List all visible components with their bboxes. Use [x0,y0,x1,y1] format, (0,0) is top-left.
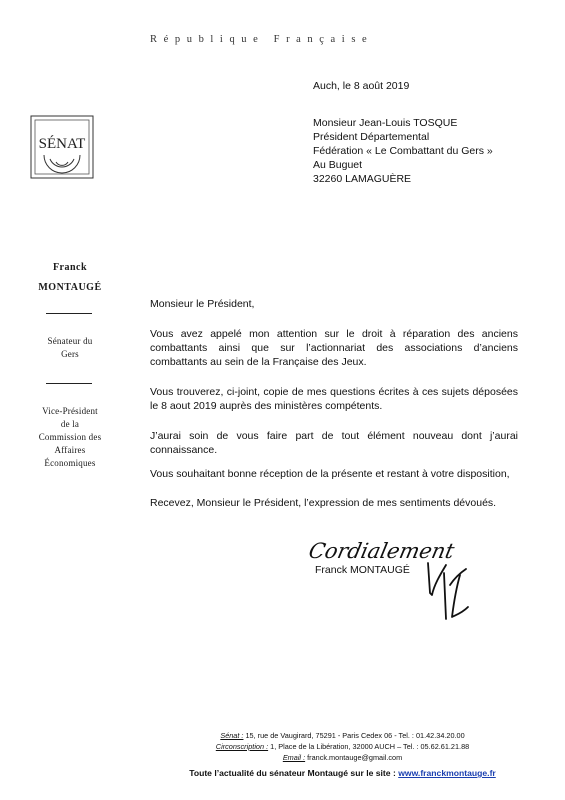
footer-email: Email : franck.montauge@gmail.com [282,753,403,762]
website-link[interactable]: www.franckmontauge.fr [398,768,496,778]
sender-commission-title: Vice-Président de la Commission des Affaires Économiques [38,406,102,468]
paragraph-1: Vous avez appelé mon attention sur le droit à réparation des anciens combattants ainsi que sur l’actionnariat des associations d’anciens combattants au sein de la Française des Jeux. [150,328,518,368]
svg-text:SÉNAT: SÉNAT [38,136,86,152]
sender-last-name: MONTAUGÉ [38,282,102,293]
divider [46,383,92,384]
sender-role: Sénateur du Gers [47,336,93,359]
sender-first-name: Franck [52,262,88,273]
senat-logo [30,115,94,179]
signer-name: Franck MONTAUGÉ [315,564,410,576]
footer-tagline: Toute l’actualité du sénateur Montaugé sur le site : www.franckmontauge.fr [189,768,496,778]
email-link[interactable]: franck.montauge@gmail.com [307,753,403,762]
salutation: Monsieur le Président, [150,298,255,310]
paragraph-5: Recevez, Monsieur le Président, l’expression de mes sentiments dévoués. [150,497,497,509]
republique-francaise-header: République Française [150,34,374,45]
divider [46,313,92,314]
footer-circonscription-address: Circonscription : 1, Place de la Libération, 32000 AUCH – Tel. : 05.62.61.21.88 [215,742,470,751]
paragraph-3: J’aurai soin de vous faire part de tout élément nouveau dont j’aurai connaissance. [150,430,518,456]
paragraph-2: Vous trouverez, ci-joint, copie de mes questions écrites à ces sujets déposées le 8 aout 2019 auprès des ministères compétents. [150,386,518,412]
signature-initials [420,555,475,625]
footer-senat-address: Sénat : 15, rue de Vaugirard, 75291 - Paris Cedex 06 - Tel. : 01.42.34.20.00 [220,731,465,740]
paragraph-4: Vous souhaitant bonne réception de la présente et restant à votre disposition, [150,468,510,480]
svg-text:Cordialement: Cordialement [306,539,457,564]
recipient-address: Monsieur Jean-Louis TOSQUE Président Départemental Fédération « Le Combattant du Gers » Au Buguet 32260 LAMAGUÈRE [313,117,493,185]
letter-date: Auch, le 8 août 2019 [313,80,410,92]
